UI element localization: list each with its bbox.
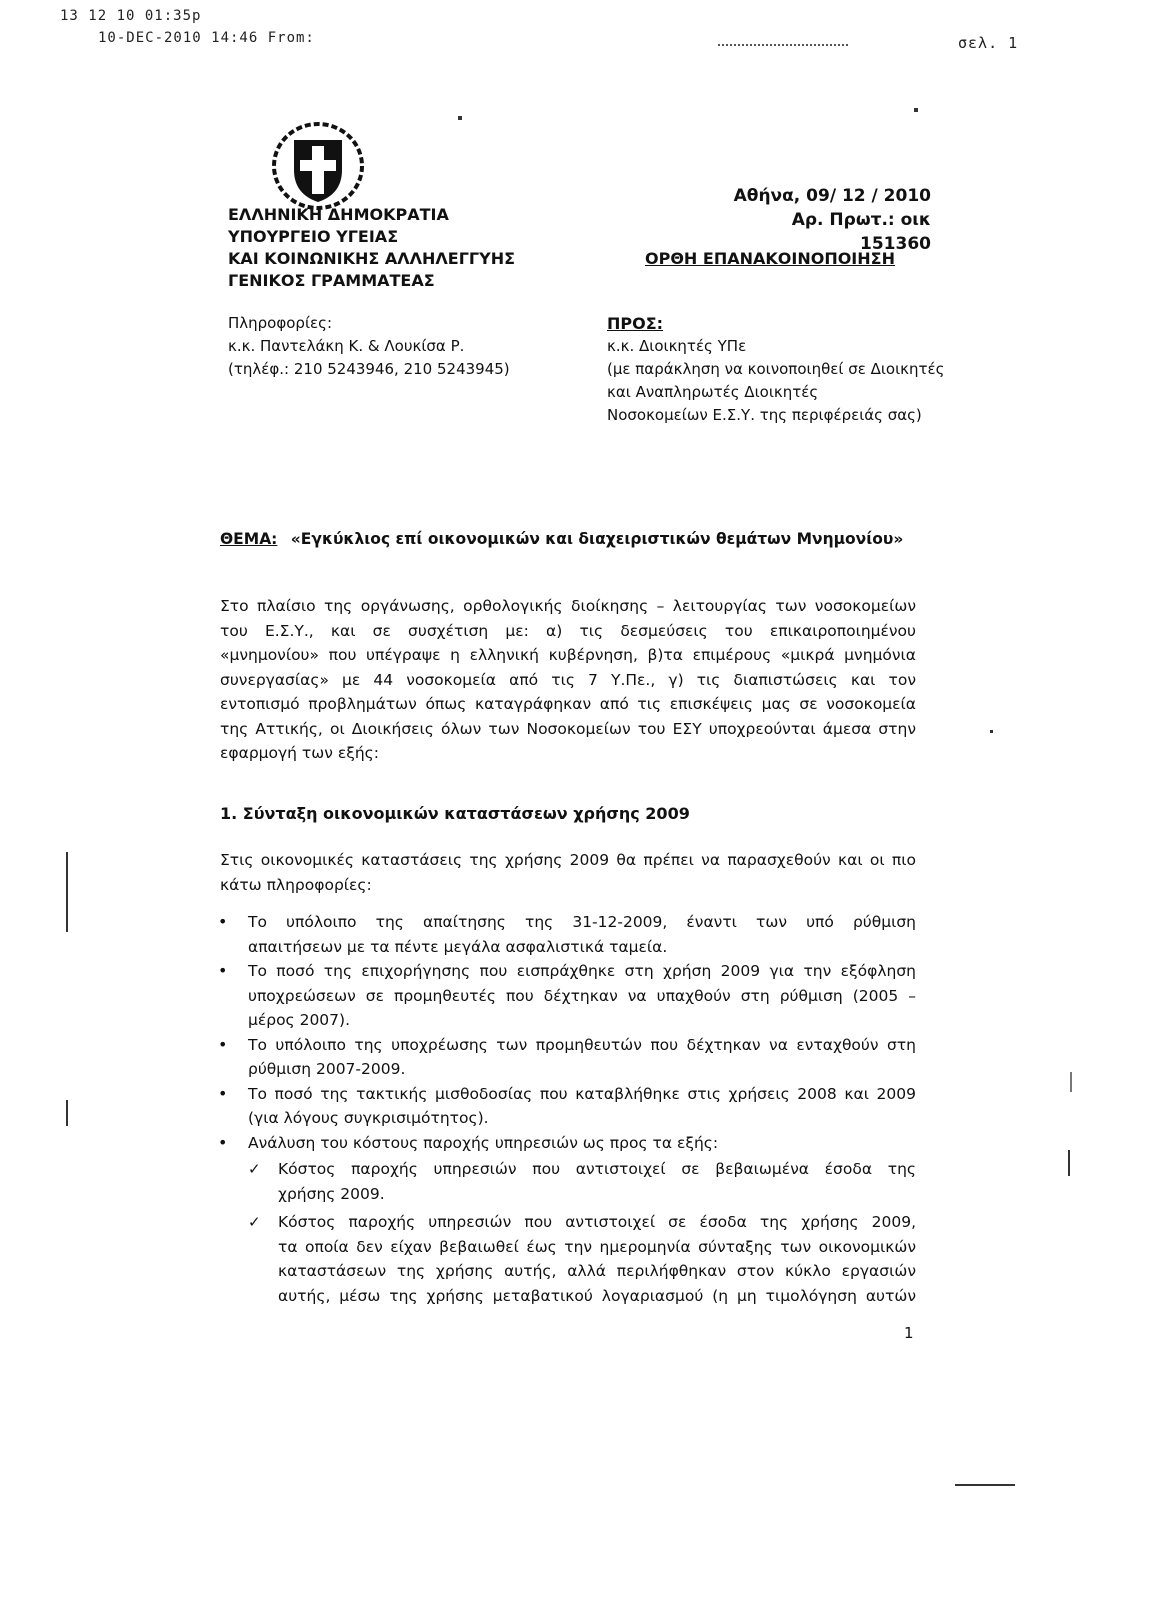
sender-line-3: ΚΑΙ ΚΟΙΝΩΝΙΚΗΣ ΑΛΛΗΛΕΓΓΥΗΣ	[228, 249, 516, 268]
intro-line: εφαρμογή των εξής:	[220, 744, 379, 762]
fax-page-label: σελ. 1	[958, 34, 1019, 52]
scan-artifact	[458, 116, 462, 120]
bullet-line: (για λόγους συγκρισιμότητος).	[248, 1109, 489, 1127]
check-line: ✓ Κόστος παροχής υπηρεσιών που αντιστοιχεί σε έσοδα της χρήσης 2009,	[278, 1213, 916, 1231]
subject-label: ΘΕΜΑ:	[220, 530, 278, 548]
subject-line	[220, 530, 903, 548]
fax-timestamp-line-1: 13 12 10 01:35p	[60, 8, 202, 24]
bullet-line: • Το ποσό της επιχορήγησης που εισπράχθηκε στη χρήση 2009 για την εξόφληση	[248, 962, 916, 980]
scan-artifact	[66, 852, 68, 932]
recipient-line-4: Νοσοκομείων Ε.Σ.Υ. της περιφέρειάς σας)	[607, 406, 922, 424]
intro-line: «μνημονίου» που υπέγραψε η ελληνική κυβέρνηση, β)τα επιμέρους «μικρά μνημόνια	[220, 646, 916, 664]
recipient-line-1: κ.κ. Διοικητές ΥΠε	[607, 337, 747, 355]
bullet-line: • Το υπόλοιπο της απαίτησης της 31-12-2009, έναντι των υπό ρύθμιση	[248, 913, 916, 931]
scan-artifact	[914, 108, 918, 112]
info-block	[228, 312, 510, 381]
bullet-line: μέρος 2007).	[248, 1011, 351, 1029]
intro-line: Στο πλαίσιο της οργάνωσης, ορθολογικής διοίκησης – λειτουργίας των νοσοκομείων	[220, 597, 916, 615]
intro-paragraph	[220, 594, 916, 766]
sender-line-1: ΕΛΛΗΝΙΚΗ ΔΗΜΟΚΡΑΤΙΑ	[228, 205, 449, 224]
check-line: αυτής, μέσω της χρήσης μεταβατικού λογαριασμού (η μη τιμολόγηση αυτών	[278, 1286, 916, 1305]
bullet-line: απαιτήσεων με τα πέντε μεγάλα ασφαλιστικά ταμεία.	[248, 937, 668, 956]
sender-block	[228, 204, 515, 292]
bullet-line: υποχρεώσεων σε προμηθευτές που δέχτηκαν να υπαχθούν στη ρύθμιση (2005 –	[248, 986, 916, 1005]
intro-line: της Αττικής, οι Διοικήσεις όλων των Νοσοκομείων του ΕΣΥ υποχρεούνται άμεσα στην	[220, 719, 916, 738]
sub-check-list	[248, 1157, 916, 1308]
section-1-bullet-list	[218, 910, 916, 1308]
scan-artifact	[66, 1100, 68, 1126]
recipient-line-3: και Αναπληρωτές Διοικητές	[607, 383, 819, 401]
check-line: ✓ Κόστος παροχής υπηρεσιών που αντιστοιχεί σε βεβαιωμένα έσοδα της	[278, 1160, 916, 1178]
check-line: καταστάσεων της χρήσης αυτής, αλλά περιλήφθηκαν στον κύκλο εργασιών	[278, 1262, 916, 1280]
scan-artifact	[1068, 1150, 1070, 1176]
check-item	[248, 1210, 916, 1308]
info-phone: (τηλέφ.: 210 5243946, 210 5243945)	[228, 360, 510, 378]
section-1-intro-line: Στις οικονομικές καταστάσεις της χρήσης 2009 θα πρέπει να παρασχεθούν και οι πιο	[220, 851, 916, 869]
correction-notice: ΟΡΘΗ ΕΠΑΝΑΚΟΙΝΟΠΟΙΗΣΗ	[645, 249, 895, 268]
bullet-line: • Το υπόλοιπο της υποχρέωσης των προμηθευτών που δέχτηκαν να ενταχθούν στη	[248, 1035, 916, 1054]
bullet-line: • Το ποσό της τακτικής μισθοδοσίας που καταβλήθηκε στις χρήσεις 2008 και 2009	[248, 1084, 916, 1103]
recipient-line-2: (με παράκληση να κοινοποιηθεί σε Διοικητές	[607, 360, 945, 378]
intro-line: συνεργασίας» με 44 νοσοκομεία από τις 7 Υ.Πε., γ) τις διαπιστώσεις και τον	[220, 670, 916, 689]
greek-coat-of-arms-icon	[270, 120, 366, 212]
document-date: Αθήνα, 09/ 12 / 2010	[733, 186, 931, 206]
section-1-intro	[220, 848, 916, 897]
recipient-label: ΠΡΟΣ:	[607, 314, 664, 333]
bullet-item	[218, 910, 916, 959]
section-1-heading: 1. Σύνταξη οικονομικών καταστάσεων χρήσης 2009	[220, 804, 690, 823]
section-1-intro-line: κάτω πληροφορίες:	[220, 875, 372, 894]
intro-line: εντοπισμό προβλημάτων όπως καταγράφηκαν από τις επισκέψεις μας σε νοσοκομεία	[220, 695, 916, 713]
recipient-block	[607, 312, 944, 427]
bullet-item	[218, 959, 916, 1033]
bullet-line: • Ανάλυση του κόστους παροχής υπηρεσιών ως προς τα εξής:	[248, 1133, 719, 1152]
page-number: 1	[904, 1324, 914, 1342]
protocol-number: Αρ. Πρωτ.: οικ 151360	[791, 210, 931, 254]
scan-artifact	[1070, 1072, 1072, 1092]
fax-timestamp-line-2: 10-DEC-2010 14:46 From:	[98, 30, 315, 46]
meta-block	[723, 184, 931, 256]
fax-noise-mark	[718, 44, 848, 50]
bullet-item	[218, 1033, 916, 1082]
bullet-line: ρύθμιση 2007-2009.	[248, 1060, 406, 1078]
intro-line: του Ε.Σ.Υ., και σε συσχέτιση με: α) τις δεσμεύσεις του επικαιροποιημένου	[220, 621, 916, 640]
info-label: Πληροφορίες:	[228, 314, 332, 332]
sender-line-4: ΓΕΝΙΚΟΣ ΓΡΑΜΜΑΤΕΑΣ	[228, 271, 435, 290]
bullet-item	[218, 1131, 916, 1309]
scan-artifact	[990, 730, 993, 733]
sender-line-2: ΥΠΟΥΡΓΕΙΟ ΥΓΕΙΑΣ	[228, 227, 399, 246]
check-line: τα οποία δεν είχαν βεβαιωθεί έως την ημερομηνία σύνταξης των οικονομικών	[278, 1237, 916, 1256]
subject-text: «Εγκύκλιος επί οικονομικών και διαχειριστικών θεμάτων Μνημονίου»	[290, 530, 904, 548]
check-item	[248, 1157, 916, 1206]
scan-artifact	[955, 1484, 1015, 1486]
check-line: χρήσης 2009.	[278, 1184, 385, 1203]
bullet-item	[218, 1082, 916, 1131]
info-names: κ.κ. Παντελάκη Κ. & Λουκίσα Ρ.	[228, 337, 465, 355]
